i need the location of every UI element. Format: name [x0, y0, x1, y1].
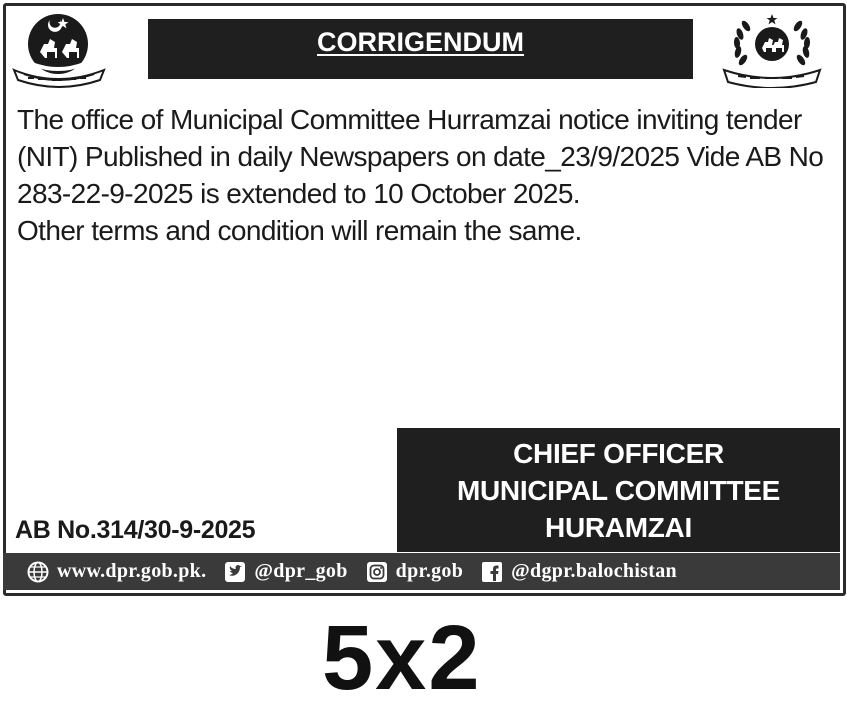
instagram-icon [366, 561, 388, 583]
title-bar [148, 19, 693, 79]
notice-body [17, 101, 832, 249]
notice-paragraph: The office of Municipal Committee Hurramzai notice inviting tender (NIT) Published in daily Newspapers on date_23/9/2025 Vide AB No 283-22-9-2025 is extended to 10 October 2025. [17, 104, 824, 209]
signature-location: HURAMZAI [545, 511, 692, 543]
ab-number: AB No.314/30-9-2025 [15, 516, 256, 544]
signature-office: MUNICIPAL COMMITTEE [456, 474, 781, 506]
globe-icon [27, 561, 49, 583]
notice-paragraph: Other terms and condition will remain the same. [17, 215, 582, 246]
website-text: www.dpr.gob.pk. [57, 560, 207, 582]
twitter-handle: @dpr_gob [254, 560, 348, 582]
facebook-icon [481, 561, 503, 583]
footer-facebook [481, 560, 677, 583]
footer-strip [3, 553, 840, 590]
twitter-icon [224, 561, 246, 583]
signature-block [397, 428, 840, 552]
balochistan-emblem-icon [10, 8, 108, 88]
instagram-handle: dpr.gob [395, 560, 464, 582]
footer-twitter [224, 560, 347, 583]
dgpr-emblem-icon [716, 10, 828, 88]
facebook-handle: @dgpr.balochistan [511, 560, 677, 582]
document-title: CORRIGENDUM [317, 27, 524, 57]
signature-title: CHIEF OFFICER [513, 437, 724, 469]
footer-website [27, 560, 206, 583]
footer-instagram [366, 560, 464, 583]
ad-size-label: 5x2 [322, 607, 482, 709]
